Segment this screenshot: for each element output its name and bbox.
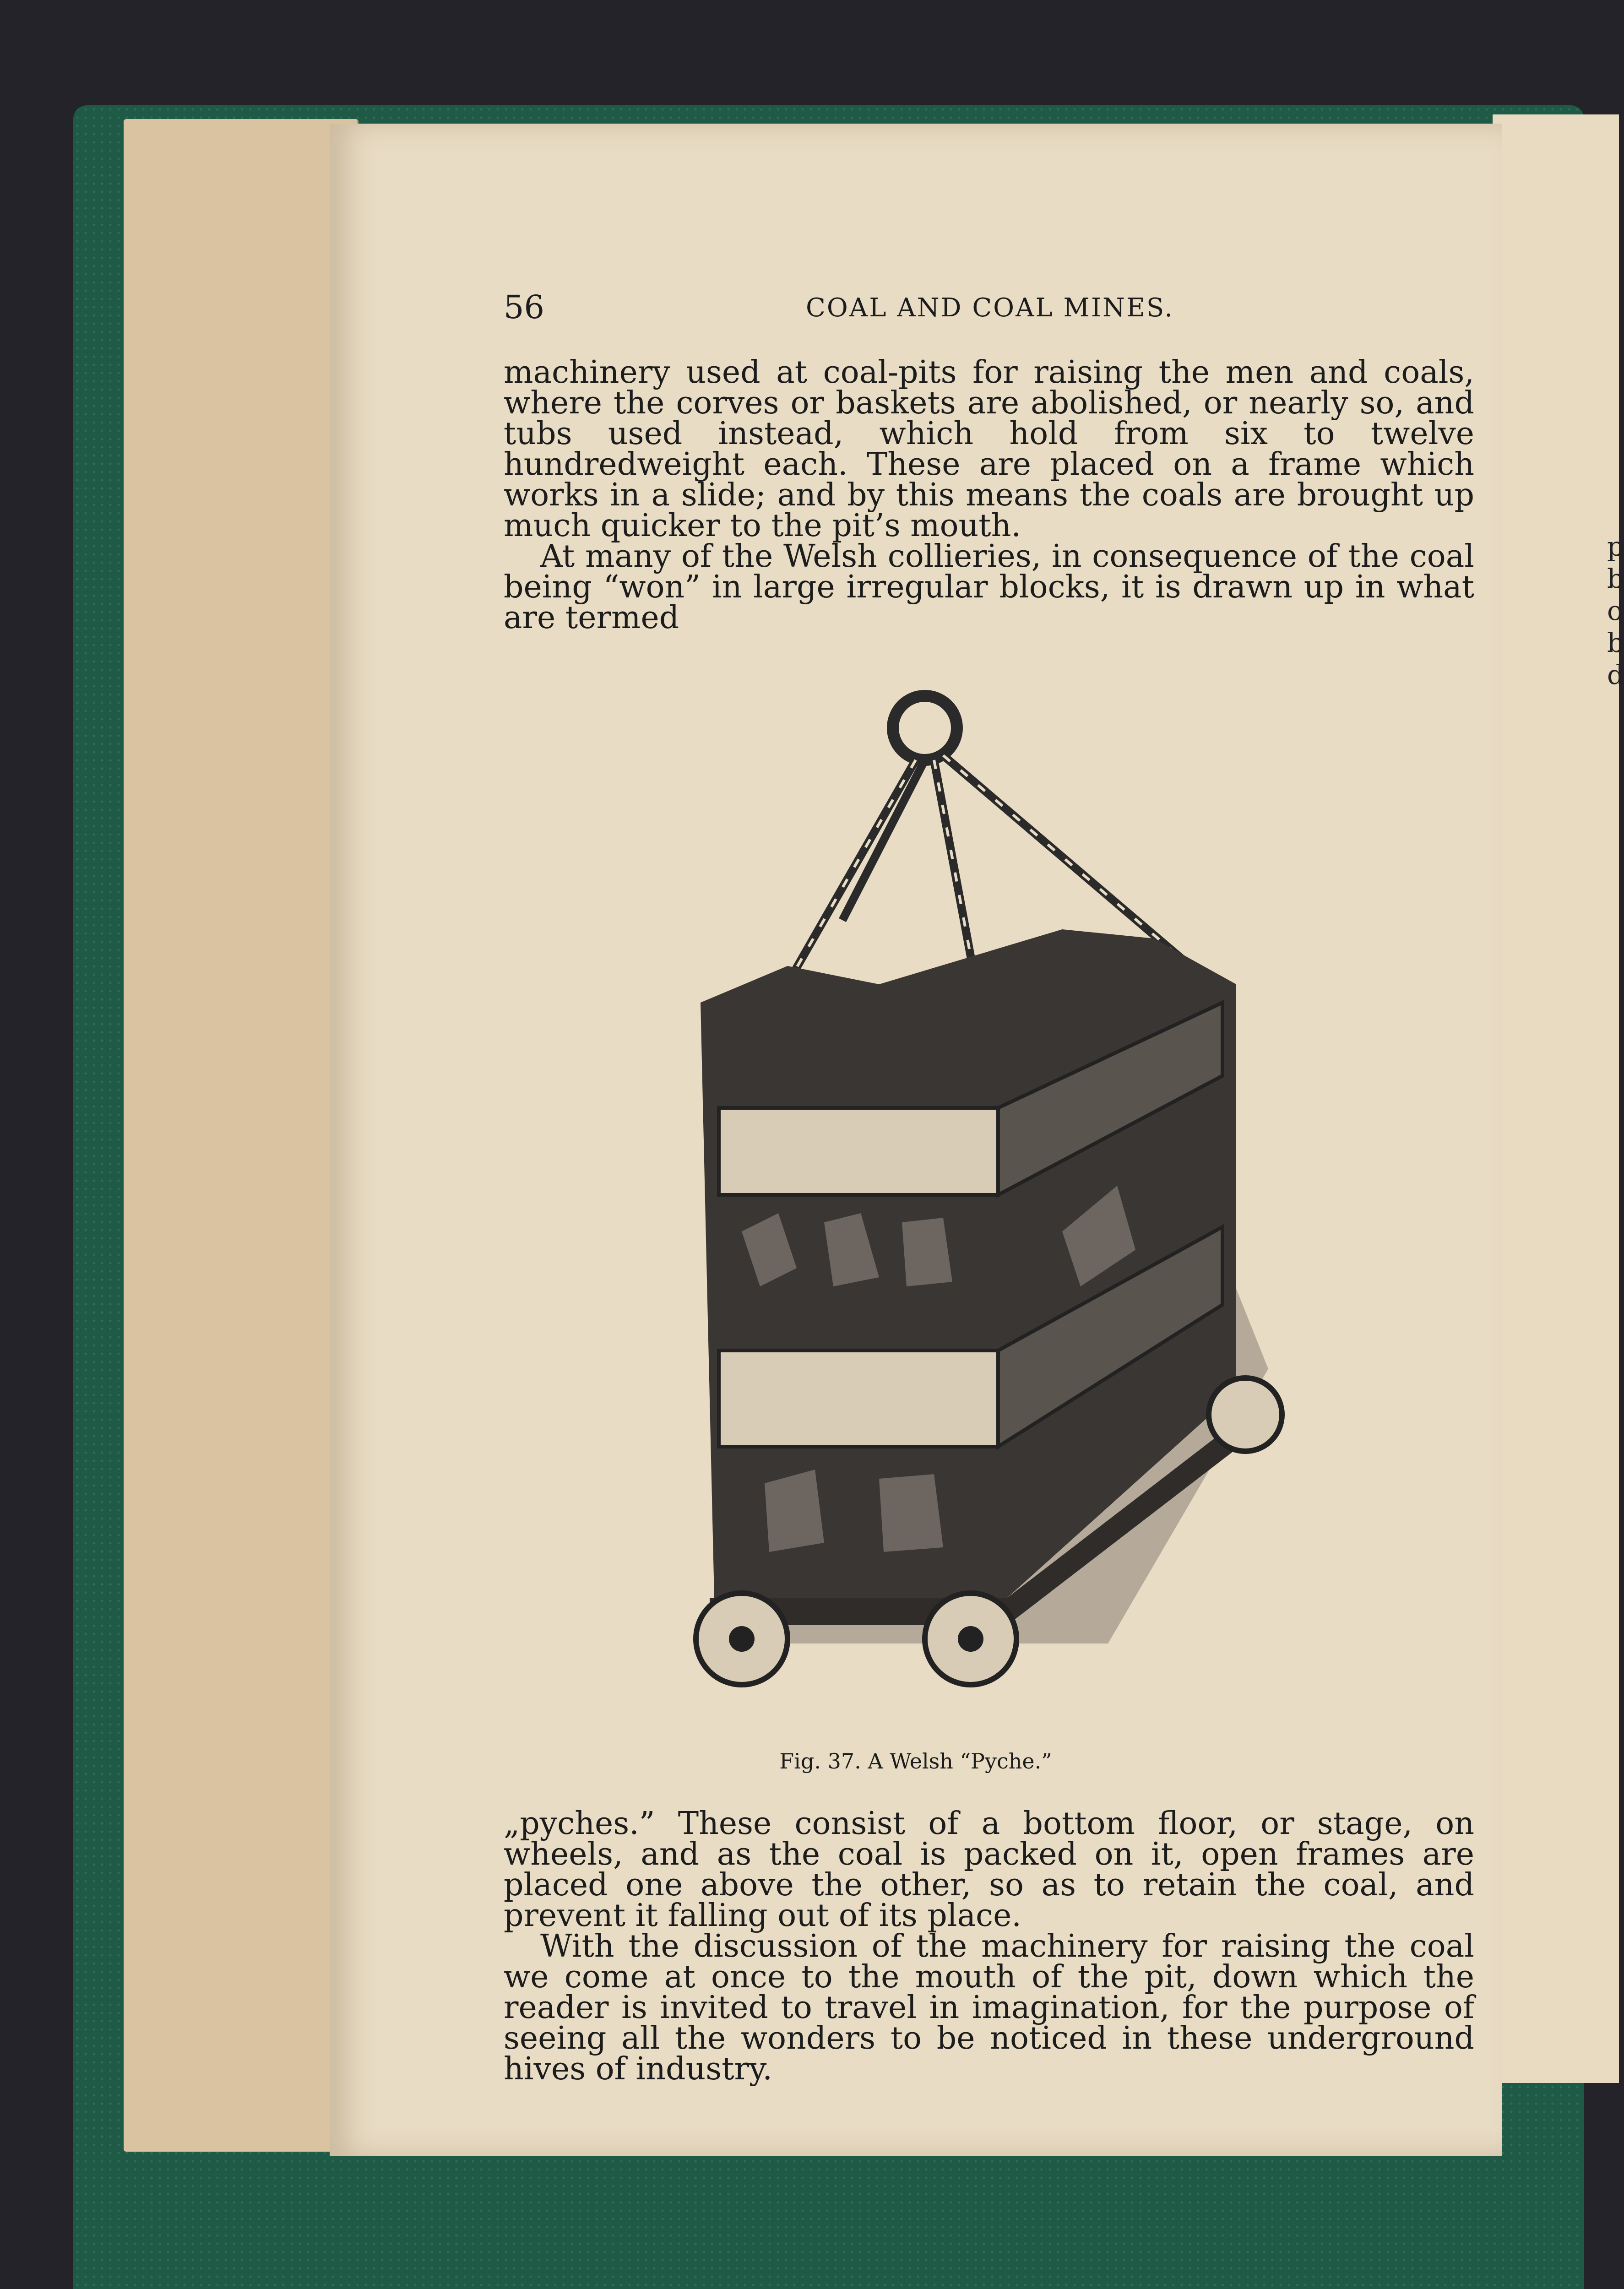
facing-page (1493, 114, 1624, 2083)
page-header (504, 288, 1465, 330)
facing-page-fragment: o (1607, 595, 1623, 626)
body-text-bottom (504, 1806, 1474, 2087)
body-text-top (504, 354, 1474, 636)
figure-pyche-illustration (604, 636, 1383, 1753)
facing-page-fragment: b (1607, 627, 1624, 658)
page-edges (124, 119, 353, 2152)
facing-page-fragment: p (1607, 531, 1624, 562)
paragraph: With the discussion of the machinery for raising the coal we come at once to the mouth of the pit, down which the reader is invited to travel in imagination, for the purpose of seeing all the wonders to be noticed in these underground hives of industry. (504, 1928, 1474, 2087)
paragraph: machinery used at coal-pits for raising the men and coals, where the corves or baskets are abolished, or nearly so, and tubs used instead, which hold from six to twelve hundredweight each. These are placed on a frame which works in a slide; and by this means the coals are brought up much quicker to the pit’s mouth. (504, 354, 1474, 544)
running-head: COAL AND COAL MINES. (806, 293, 1174, 323)
book-page (330, 124, 1502, 2156)
figure-caption: Fig. 37. A Welsh “Pyche.” (779, 1749, 1052, 1774)
page-number: 56 (504, 288, 545, 326)
paragraph: „pyches.” These consist of a bottom floor, or stage, on wheels, and as the coal is packed on it, open frames are placed one above the other, so as to retain the coal, and prevent it falling out of its place. (504, 1806, 1474, 1934)
paragraph: At many of the Welsh collieries, in consequence of the coal being “won” in large irregular blocks, it is drawn up in what are termed (504, 538, 1474, 636)
facing-page-fragment: d (1607, 659, 1624, 690)
facing-page-fragment: b (1607, 563, 1624, 594)
